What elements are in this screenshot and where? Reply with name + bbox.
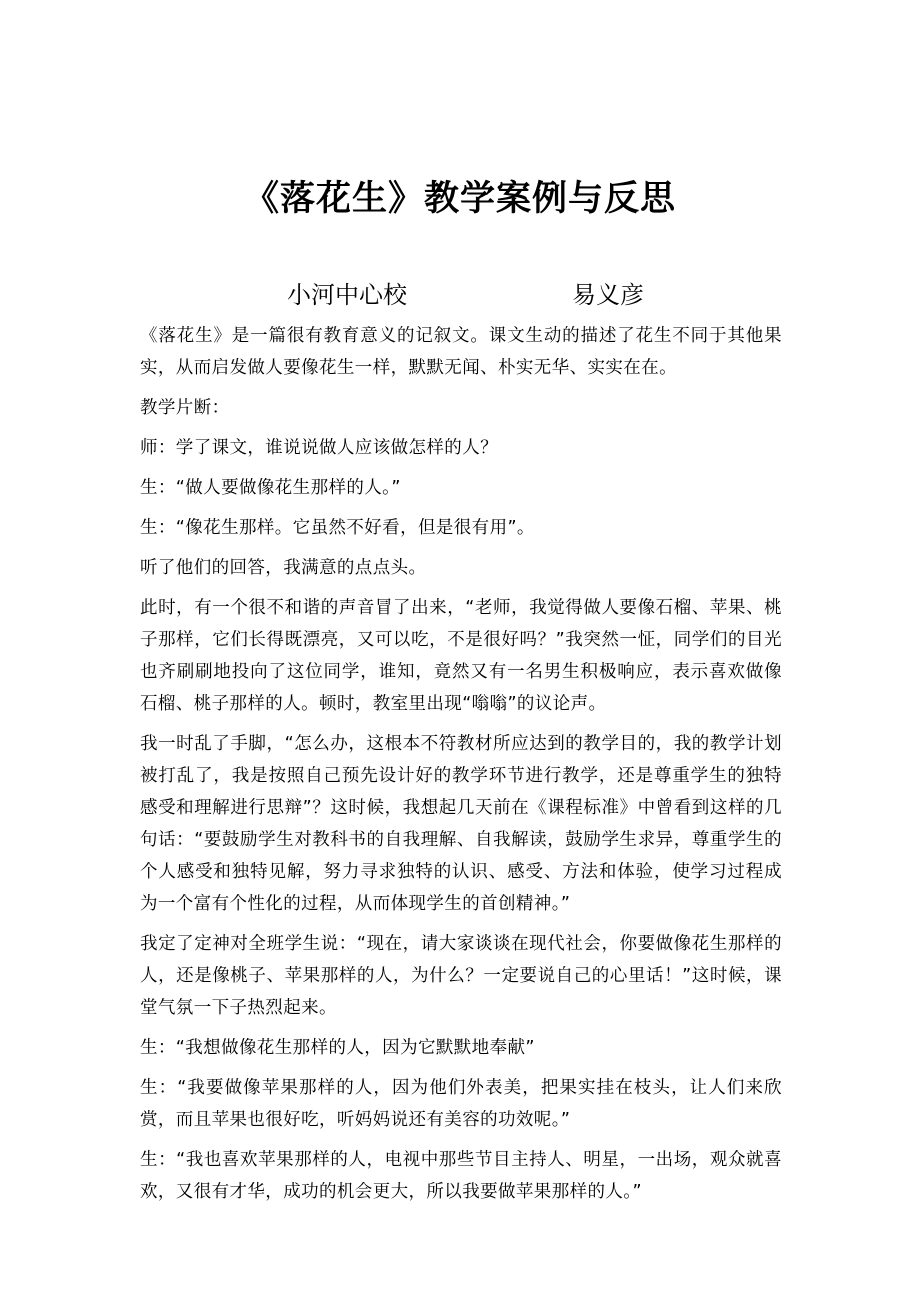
paragraph-section-label: 教学片断： — [140, 398, 230, 418]
document-title: 《落花生》教学案例与反思 — [243, 179, 676, 219]
school-name: 小河中心校 — [287, 281, 407, 309]
paragraph-dissent: 此时，有一个很不和谐的声音冒了出来，“老师，我觉得做人要像石榴、苹果、桃子那样，它们长得既漂亮，又可以吃，不是很好吗？”我突然一怔，同学们的目光也齐刷刷地投向了这位同学，谁知，竟然又有一名男生积极响应，表示喜欢做像石榴、桃子那样的人。顿时，教室里出现“嗡嗡”的议论声。 — [140, 598, 782, 714]
paragraph-student-answer-4: 生：“我要做像苹果那样的人，因为他们外表美，把果实挂在枝头，让人们来欣赏，而且苹果也很好吃，听妈妈说还有美容的功效呢。” — [140, 1078, 782, 1130]
paragraph-teacher-reaction: 听了他们的回答，我满意的点点头。 — [140, 558, 427, 578]
paragraph-reflection: 我一时乱了手脚，“怎么办，这根本不符教材所应达到的教学目的，我的教学计划被打乱了，我是按照自己预先设计好的教学环节进行教学，还是尊重学生的独特感受和理解进行思辩”？这时候，我想起几天前在《课程标准》中曾看到这样的几句话：“要鼓励学生对教科书的自我理解、自我解读，鼓励学生求异，尊重学生的个人感受和独特见解，努力寻求独特的认识、感受、方法和体验，使学习过程成为一个富有个性化的过程，从而体现学生的首创精神。” — [140, 734, 782, 914]
paragraph-intro: 《落花生》是一篇很有教育意义的记叙文。课文生动的描述了花生不同于其他果实，从而启发做人要像花生一样，默默无闻、朴实无华、实实在在。 — [140, 326, 782, 378]
paragraph-student-answer-2: 生：“像花生那样。它虽然不好看，但是很有用”。 — [140, 518, 535, 538]
paragraph-student-answer-1: 生：“做人要做像花生那样的人。” — [140, 478, 401, 498]
author-name: 易义彦 — [572, 281, 644, 309]
paragraph-student-answer-3: 生：“我想做像花生那样的人，因为它默默地奉献” — [140, 1038, 535, 1058]
paragraph-discussion-prompt: 我定了定神对全班学生说：“现在，请大家谈谈在现代社会，你要做像花生那样的人，还是像桃子、苹果那样的人，为什么？一定要说自己的心里话！”这时候，课堂气氛一下子热烈起来。 — [140, 934, 782, 1018]
document-body — [140, 320, 782, 1216]
paragraph-student-answer-5: 生：“我也喜欢苹果那样的人，电视中那些节目主持人、明星，一出场，观众就喜欢，又很有才华，成功的机会更大，所以我要做苹果那样的人。” — [140, 1150, 782, 1202]
paragraph-teacher-question: 师：学了课文，谁说说做人应该做怎样的人？ — [140, 438, 498, 458]
